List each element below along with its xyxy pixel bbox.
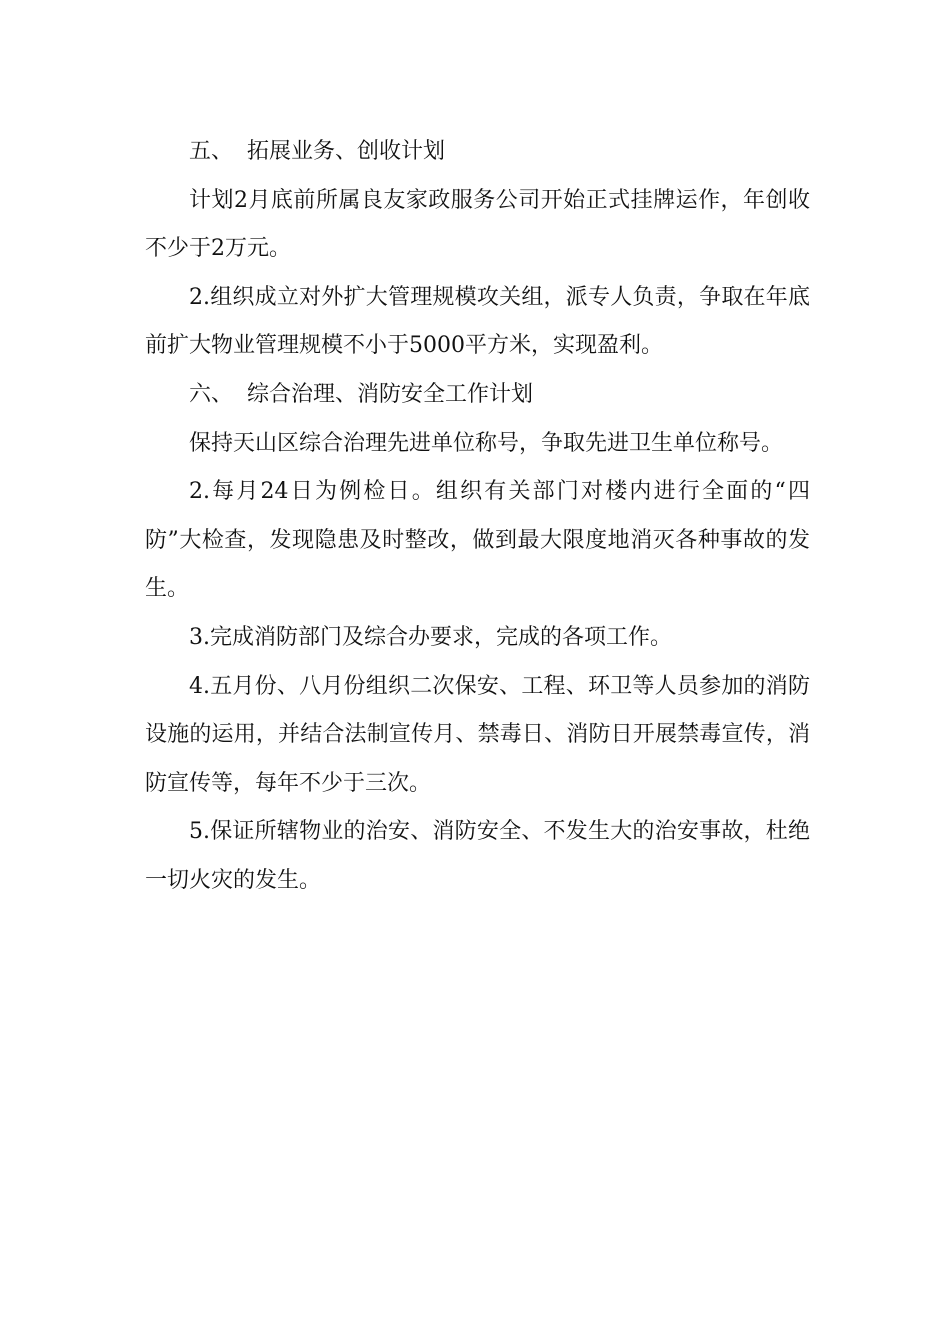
paragraph-5-2: 2.组织成立对外扩大管理规模攻关组，派专人负责，争取在年底前扩大物业管理规模不小于5000平方米，实现盈利。 <box>145 284 810 359</box>
document-body <box>145 128 810 906</box>
paragraph-6-4: 4.五月份、八月份组织二次保安、工程、环卫等人员参加的消防设施的运用，并结合法制宣传月、禁毒日、消防日开展禁毒宣传，消防宣传等，每年不少于三次。 <box>145 673 810 796</box>
section-heading-6: 六、 综合治理、消防安全工作计划 <box>189 381 533 407</box>
paragraph-5-1: 计划2月底前所属良友家政服务公司开始正式挂牌运作，年创收不少于2万元。 <box>145 187 810 262</box>
paragraph-6-2: 2.每月24日为例检日。组织有关部门对楼内进行全面的“四防”大检查，发现隐患及时整改，做到最大限度地消灭各种事故的发生。 <box>145 479 810 602</box>
paragraph-6-3: 3.完成消防部门及综合办要求，完成的各项工作。 <box>189 624 672 650</box>
paragraph-6-5: 5.保证所辖物业的治安、消防安全、不发生大的治安事故，杜绝一切火灾的发生。 <box>145 819 810 893</box>
section-heading-5: 五、 拓展业务、创收计划 <box>189 139 445 164</box>
paragraph-6-1: 保持天山区综合治理先进单位称号，争取先进卫生单位称号。 <box>189 430 784 456</box>
